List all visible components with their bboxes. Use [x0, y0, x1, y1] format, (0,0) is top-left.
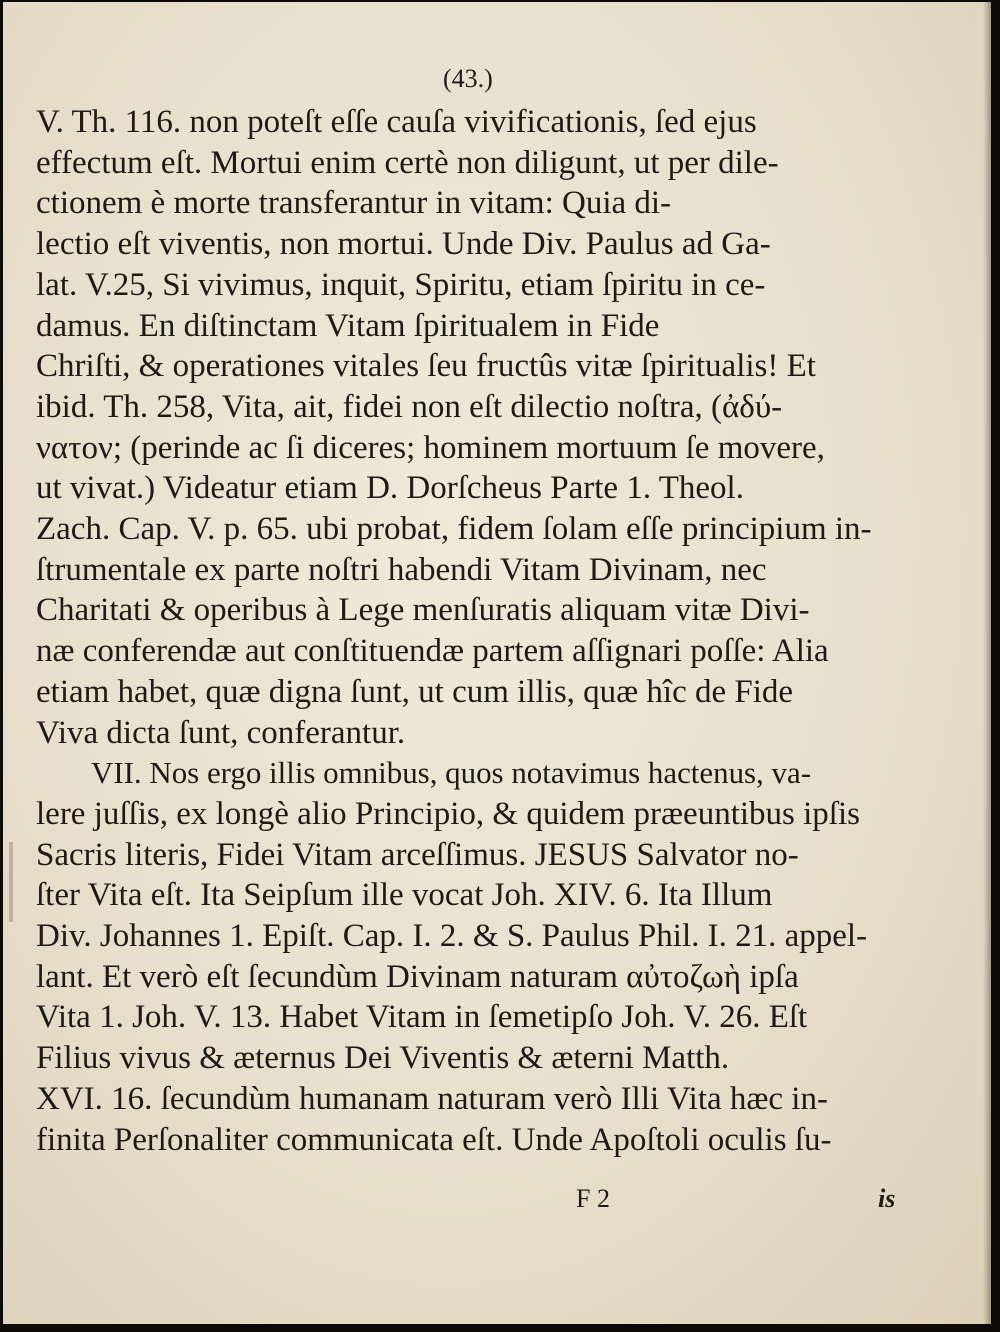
catchword: is	[878, 1184, 896, 1213]
text-line: ſtrumentale ex parte noſtri habendi Vitam Divinam, nec	[36, 551, 767, 588]
text-line: finita Perſonaliter communicata eſt. Unde Apoſtoli oculis ſu-	[36, 1121, 832, 1158]
text-line: Sacris literis, Fidei Vitam arceſſimus. JESUS Salvator no-	[36, 836, 799, 873]
text-line: XVI. 16. ſecundùm humanam naturam verò Illi Vita hæc in-	[36, 1080, 828, 1117]
text-line: damus. En diſtinctam Vitam ſpiritualem in Fide	[36, 307, 660, 344]
text-line: Viva dicta ſunt, conferantur.	[36, 714, 406, 751]
book-page	[3, 2, 991, 1324]
text-line: ut vivat.) Videatur etiam D. Dorſcheus Parte 1. Theol.	[36, 470, 744, 507]
text-line: Vita 1. Joh. V. 13. Habet Vitam in ſemetipſo Joh. V. 26. Eſt	[36, 999, 808, 1036]
text-line: effectum eſt. Mortui enim certè non diligunt, ut per dile-	[36, 144, 779, 181]
text-line: lant. Et verò eſt ſecundùm Divinam naturam αὐτοζωὴ ipſa	[36, 958, 799, 995]
text-line: Div. Johannes 1. Epiſt. Cap. I. 2. & S. Paulus Phil. I. 21. appel-	[36, 918, 868, 954]
text-line: Zach. Cap. V. p. 65. ubi probat, fidem ſolam eſſe principium in-	[36, 511, 872, 547]
text-line: ibid. Th. 258, Vita, ait, fidei non eſt dilectio noſtra, (ἀδύ-	[36, 388, 783, 425]
text-line: Chriſti, & operationes vitales ſeu fructûs vitæ ſpiritualis! Et	[36, 348, 816, 385]
signature-mark: F 2	[576, 1184, 610, 1213]
page-number: (43.)	[443, 64, 493, 93]
text-line: lat. V.25, Si vivimus, inquit, Spiritu, etiam ſpiritu in ce-	[36, 266, 766, 303]
text-line: lere juſſis, ex longè alio Principio, & quidem præeuntibus ipſis	[36, 795, 860, 832]
text-line: ctionem è morte transferantur in vitam: Quia di-	[36, 185, 672, 222]
text-line: νατον; (perinde ac ſi diceres; hominem mortuum ſe movere,	[36, 429, 825, 466]
text-block	[3, 2, 991, 1324]
text-line: VII. Nos ergo illis omnibus, quos notavimus hactenus, va-	[91, 755, 812, 791]
text-line: Filius vivus & æternus Dei Viventis & æterni Matth.	[36, 1040, 730, 1077]
text-line: lectio eſt viventis, non mortui. Unde Div. Paulus ad Ga-	[36, 226, 771, 263]
text-line: V. Th. 116. non poteſt eſſe cauſa vivificationis, ſed ejus	[36, 104, 757, 140]
text-line: etiam habet, quæ digna ſunt, ut cum illis, quæ hîc de Fide	[36, 673, 794, 710]
text-line: næ conferendæ aut conſtituendæ partem aſſignari poſſe: Alia	[36, 633, 829, 670]
text-line: ſter Vita eſt. Ita Seipſum ille vocat Joh. XIV. 6. Ita Illum	[36, 877, 773, 914]
text-line: Charitati & operibus à Lege menſuratis aliquam vitæ Divi-	[36, 592, 810, 629]
